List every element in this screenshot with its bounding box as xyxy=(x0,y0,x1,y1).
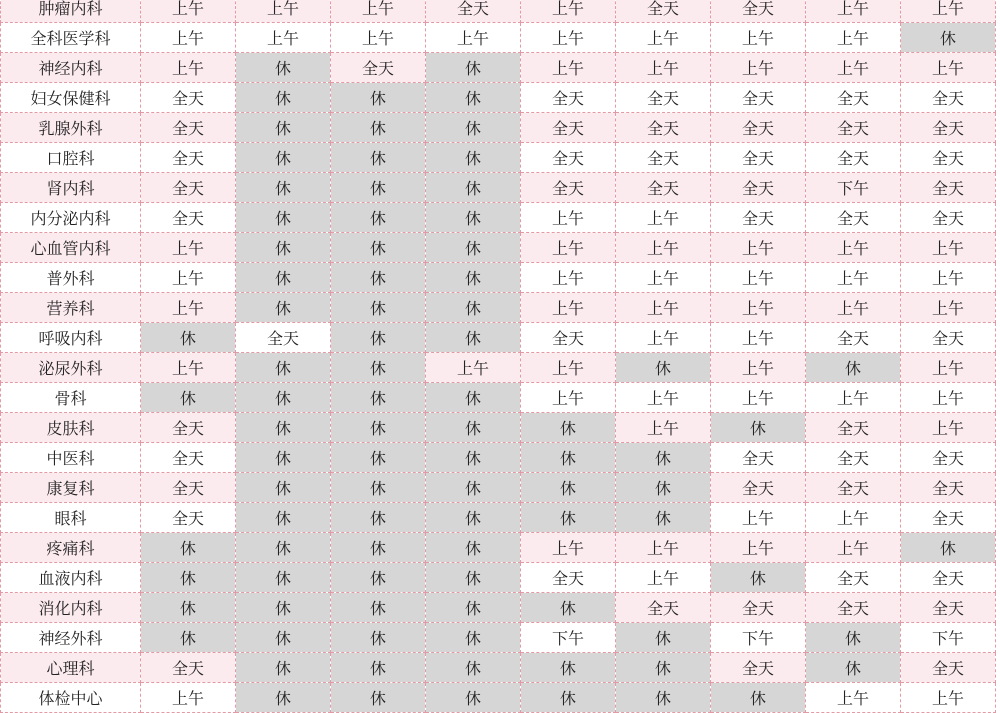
schedule-cell: 休 xyxy=(426,383,521,413)
schedule-cell: 休 xyxy=(236,173,331,203)
table-row xyxy=(1,563,996,593)
schedule-cell: 上午 xyxy=(141,263,236,293)
schedule-cell: 休 xyxy=(331,653,426,683)
department-name: 消化内科 xyxy=(1,593,141,623)
schedule-cell: 全天 xyxy=(806,323,901,353)
schedule-cell: 休 xyxy=(236,233,331,263)
schedule-cell: 上午 xyxy=(901,353,996,383)
schedule-cell: 休 xyxy=(331,533,426,563)
schedule-cell: 休 xyxy=(331,323,426,353)
schedule-cell: 上午 xyxy=(521,293,616,323)
schedule-cell: 全天 xyxy=(426,0,521,23)
schedule-cell: 休 xyxy=(616,473,711,503)
schedule-cell: 上午 xyxy=(616,23,711,53)
schedule-cell: 上午 xyxy=(141,233,236,263)
schedule-cell: 上午 xyxy=(806,503,901,533)
schedule-cell: 全天 xyxy=(711,593,806,623)
schedule-cell: 全天 xyxy=(711,473,806,503)
schedule-cell: 休 xyxy=(331,263,426,293)
schedule-cell: 上午 xyxy=(806,23,901,53)
schedule-cell: 休 xyxy=(236,443,331,473)
department-name: 妇女保健科 xyxy=(1,83,141,113)
schedule-cell: 休 xyxy=(806,353,901,383)
schedule-cell: 上午 xyxy=(521,53,616,83)
schedule-cell: 休 xyxy=(141,323,236,353)
schedule-cell: 休 xyxy=(236,413,331,443)
table-row xyxy=(1,443,996,473)
schedule-cell: 全天 xyxy=(806,443,901,473)
table-row xyxy=(1,503,996,533)
schedule-cell: 上午 xyxy=(806,0,901,23)
schedule-cell: 休 xyxy=(711,413,806,443)
schedule-cell: 休 xyxy=(236,143,331,173)
schedule-cell: 休 xyxy=(426,683,521,713)
schedule-cell: 休 xyxy=(521,413,616,443)
table-row xyxy=(1,23,996,53)
table-row xyxy=(1,233,996,263)
department-name: 呼吸内科 xyxy=(1,323,141,353)
department-name: 心理科 xyxy=(1,653,141,683)
schedule-cell: 全天 xyxy=(901,83,996,113)
schedule-cell: 休 xyxy=(236,293,331,323)
schedule-cell: 休 xyxy=(236,53,331,83)
schedule-cell: 上午 xyxy=(426,353,521,383)
schedule-cell: 休 xyxy=(331,293,426,323)
schedule-cell: 上午 xyxy=(141,353,236,383)
schedule-cell: 全天 xyxy=(711,113,806,143)
schedule-cell: 上午 xyxy=(806,53,901,83)
department-name: 体检中心 xyxy=(1,683,141,713)
schedule-cell: 全天 xyxy=(901,203,996,233)
schedule-cell: 上午 xyxy=(901,0,996,23)
table-row xyxy=(1,473,996,503)
schedule-cell: 上午 xyxy=(806,263,901,293)
department-name: 康复科 xyxy=(1,473,141,503)
schedule-cell: 休 xyxy=(426,653,521,683)
schedule-cell: 休 xyxy=(616,353,711,383)
table-row xyxy=(1,263,996,293)
schedule-cell: 全天 xyxy=(141,653,236,683)
schedule-cell: 休 xyxy=(331,83,426,113)
schedule-cell: 全天 xyxy=(711,143,806,173)
department-name: 肿瘤内科 xyxy=(1,0,141,23)
schedule-cell: 休 xyxy=(331,173,426,203)
schedule-cell: 休 xyxy=(141,383,236,413)
schedule-cell: 上午 xyxy=(521,23,616,53)
schedule-cell: 休 xyxy=(426,233,521,263)
schedule-cell: 全天 xyxy=(616,83,711,113)
schedule-cell: 全天 xyxy=(711,203,806,233)
schedule-cell: 休 xyxy=(426,413,521,443)
schedule-cell: 休 xyxy=(426,623,521,653)
schedule-cell: 上午 xyxy=(901,53,996,83)
schedule-cell: 休 xyxy=(236,683,331,713)
schedule-cell: 休 xyxy=(521,653,616,683)
schedule-cell: 休 xyxy=(236,203,331,233)
schedule-cell: 上午 xyxy=(141,683,236,713)
schedule-cell: 休 xyxy=(426,593,521,623)
schedule-cell: 全天 xyxy=(711,173,806,203)
schedule-cell: 上午 xyxy=(141,23,236,53)
schedule-cell: 休 xyxy=(426,173,521,203)
schedule-cell: 全天 xyxy=(806,593,901,623)
schedule-cell: 全天 xyxy=(806,473,901,503)
schedule-cell: 休 xyxy=(331,593,426,623)
schedule-cell: 全天 xyxy=(711,83,806,113)
schedule-cell: 全天 xyxy=(521,83,616,113)
schedule-cell: 全天 xyxy=(901,143,996,173)
schedule-cell: 休 xyxy=(901,23,996,53)
schedule-cell: 休 xyxy=(331,443,426,473)
schedule-cell: 上午 xyxy=(901,683,996,713)
table-row xyxy=(1,683,996,713)
department-name: 全科医学科 xyxy=(1,23,141,53)
schedule-cell: 全天 xyxy=(806,143,901,173)
schedule-cell: 休 xyxy=(426,503,521,533)
schedule-cell: 休 xyxy=(426,203,521,233)
schedule-cell: 上午 xyxy=(711,233,806,263)
schedule-body xyxy=(1,0,996,713)
schedule-cell: 全天 xyxy=(141,473,236,503)
schedule-cell: 全天 xyxy=(616,113,711,143)
schedule-cell: 休 xyxy=(141,533,236,563)
schedule-cell: 休 xyxy=(521,593,616,623)
department-name: 内分泌内科 xyxy=(1,203,141,233)
schedule-cell: 休 xyxy=(521,443,616,473)
schedule-cell: 上午 xyxy=(806,383,901,413)
schedule-cell: 休 xyxy=(331,683,426,713)
schedule-cell: 全天 xyxy=(616,0,711,23)
schedule-cell: 全天 xyxy=(141,203,236,233)
department-name: 营养科 xyxy=(1,293,141,323)
schedule-cell: 休 xyxy=(806,623,901,653)
schedule-cell: 上午 xyxy=(426,23,521,53)
schedule-cell: 上午 xyxy=(236,0,331,23)
department-name: 口腔科 xyxy=(1,143,141,173)
schedule-cell: 休 xyxy=(711,563,806,593)
schedule-cell: 上午 xyxy=(901,293,996,323)
department-name: 泌尿外科 xyxy=(1,353,141,383)
department-name: 血液内科 xyxy=(1,563,141,593)
schedule-cell: 上午 xyxy=(331,23,426,53)
table-row xyxy=(1,413,996,443)
schedule-cell: 上午 xyxy=(616,53,711,83)
schedule-cell: 全天 xyxy=(331,53,426,83)
schedule-cell: 全天 xyxy=(236,323,331,353)
schedule-cell: 休 xyxy=(426,563,521,593)
schedule-cell: 休 xyxy=(331,353,426,383)
schedule-cell: 全天 xyxy=(711,0,806,23)
schedule-cell: 休 xyxy=(426,83,521,113)
schedule-cell: 全天 xyxy=(806,413,901,443)
schedule-cell: 全天 xyxy=(141,503,236,533)
schedule-cell: 上午 xyxy=(616,203,711,233)
table-row xyxy=(1,83,996,113)
table-row xyxy=(1,143,996,173)
schedule-cell: 全天 xyxy=(711,443,806,473)
schedule-cell: 休 xyxy=(616,623,711,653)
schedule-cell: 全天 xyxy=(901,503,996,533)
schedule-cell: 休 xyxy=(331,413,426,443)
schedule-cell: 全天 xyxy=(901,653,996,683)
schedule-cell: 休 xyxy=(236,83,331,113)
schedule-cell: 休 xyxy=(616,503,711,533)
schedule-cell: 全天 xyxy=(806,563,901,593)
schedule-cell: 全天 xyxy=(901,563,996,593)
schedule-cell: 全天 xyxy=(521,173,616,203)
schedule-cell: 上午 xyxy=(711,353,806,383)
schedule-cell: 上午 xyxy=(711,293,806,323)
schedule-cell: 休 xyxy=(141,563,236,593)
schedule-cell: 上午 xyxy=(711,53,806,83)
schedule-cell: 休 xyxy=(426,263,521,293)
schedule-cell: 全天 xyxy=(616,143,711,173)
schedule-cell: 休 xyxy=(616,653,711,683)
schedule-cell: 上午 xyxy=(806,533,901,563)
schedule-cell: 下午 xyxy=(901,623,996,653)
table-row xyxy=(1,173,996,203)
schedule-cell: 上午 xyxy=(616,413,711,443)
schedule-cell: 全天 xyxy=(901,443,996,473)
schedule-cell: 休 xyxy=(331,143,426,173)
table-row xyxy=(1,293,996,323)
schedule-cell: 休 xyxy=(426,293,521,323)
schedule-cell: 全天 xyxy=(141,173,236,203)
schedule-cell: 全天 xyxy=(806,83,901,113)
schedule-cell: 全天 xyxy=(901,593,996,623)
schedule-cell: 休 xyxy=(331,383,426,413)
schedule-cell: 全天 xyxy=(141,113,236,143)
schedule-cell: 上午 xyxy=(521,383,616,413)
schedule-cell: 上午 xyxy=(521,0,616,23)
schedule-cell: 休 xyxy=(141,623,236,653)
department-name: 乳腺外科 xyxy=(1,113,141,143)
schedule-cell: 全天 xyxy=(141,413,236,443)
department-name: 普外科 xyxy=(1,263,141,293)
department-name: 肾内科 xyxy=(1,173,141,203)
schedule-cell: 上午 xyxy=(806,293,901,323)
schedule-cell: 上午 xyxy=(711,23,806,53)
department-name: 神经外科 xyxy=(1,623,141,653)
schedule-cell: 上午 xyxy=(521,203,616,233)
table-row xyxy=(1,53,996,83)
table-row xyxy=(1,323,996,353)
schedule-cell: 全天 xyxy=(616,593,711,623)
schedule-cell: 全天 xyxy=(901,173,996,203)
schedule-cell: 全天 xyxy=(521,323,616,353)
table-row xyxy=(1,623,996,653)
schedule-cell: 上午 xyxy=(521,263,616,293)
schedule-cell: 上午 xyxy=(521,353,616,383)
schedule-cell: 上午 xyxy=(901,233,996,263)
schedule-cell: 全天 xyxy=(901,323,996,353)
schedule-cell: 休 xyxy=(426,473,521,503)
schedule-cell: 上午 xyxy=(901,383,996,413)
department-name: 心血管内科 xyxy=(1,233,141,263)
schedule-cell: 休 xyxy=(236,113,331,143)
schedule-cell: 休 xyxy=(236,593,331,623)
schedule-cell: 休 xyxy=(426,323,521,353)
schedule-cell: 休 xyxy=(236,473,331,503)
schedule-cell: 休 xyxy=(331,233,426,263)
schedule-cell: 全天 xyxy=(616,173,711,203)
schedule-cell: 全天 xyxy=(711,653,806,683)
table-row xyxy=(1,593,996,623)
schedule-cell: 上午 xyxy=(711,503,806,533)
schedule-cell: 上午 xyxy=(616,563,711,593)
schedule-cell: 休 xyxy=(521,473,616,503)
schedule-cell: 全天 xyxy=(521,113,616,143)
schedule-cell: 上午 xyxy=(616,263,711,293)
schedule-cell: 下午 xyxy=(806,173,901,203)
schedule-cell: 全天 xyxy=(806,113,901,143)
schedule-cell: 上午 xyxy=(616,383,711,413)
schedule-cell: 上午 xyxy=(901,263,996,293)
schedule-cell: 全天 xyxy=(141,143,236,173)
table-row xyxy=(1,0,996,23)
schedule-cell: 上午 xyxy=(901,413,996,443)
table-row xyxy=(1,653,996,683)
schedule-cell: 休 xyxy=(236,263,331,293)
schedule-cell: 休 xyxy=(331,473,426,503)
department-name: 皮肤科 xyxy=(1,413,141,443)
schedule-cell: 上午 xyxy=(616,293,711,323)
schedule-cell: 下午 xyxy=(521,623,616,653)
department-name: 中医科 xyxy=(1,443,141,473)
schedule-cell: 休 xyxy=(141,593,236,623)
schedule-cell: 休 xyxy=(426,143,521,173)
schedule-cell: 全天 xyxy=(521,143,616,173)
schedule-cell: 全天 xyxy=(141,443,236,473)
schedule-cell: 全天 xyxy=(521,563,616,593)
schedule-cell: 上午 xyxy=(616,533,711,563)
schedule-cell: 全天 xyxy=(901,473,996,503)
schedule-cell: 下午 xyxy=(711,623,806,653)
table-row xyxy=(1,533,996,563)
schedule-cell: 休 xyxy=(426,533,521,563)
table-row xyxy=(1,383,996,413)
schedule-cell: 休 xyxy=(426,53,521,83)
schedule-cell: 休 xyxy=(331,203,426,233)
schedule-cell: 上午 xyxy=(711,263,806,293)
schedule-cell: 全天 xyxy=(901,113,996,143)
schedule-cell: 全天 xyxy=(141,83,236,113)
schedule-cell: 休 xyxy=(331,503,426,533)
table-row xyxy=(1,203,996,233)
department-name: 眼科 xyxy=(1,503,141,533)
table-row xyxy=(1,113,996,143)
schedule-cell: 上午 xyxy=(711,383,806,413)
schedule-cell: 上午 xyxy=(236,23,331,53)
table-row xyxy=(1,353,996,383)
schedule-cell: 休 xyxy=(521,683,616,713)
schedule-cell: 休 xyxy=(236,383,331,413)
schedule-cell: 休 xyxy=(901,533,996,563)
schedule-cell: 上午 xyxy=(521,233,616,263)
schedule-cell: 休 xyxy=(236,563,331,593)
schedule-cell: 上午 xyxy=(141,0,236,23)
schedule-cell: 上午 xyxy=(806,233,901,263)
schedule-cell: 上午 xyxy=(141,293,236,323)
schedule-cell: 上午 xyxy=(711,323,806,353)
schedule-cell: 休 xyxy=(236,503,331,533)
schedule-cell: 上午 xyxy=(806,683,901,713)
schedule-cell: 上午 xyxy=(331,0,426,23)
schedule-cell: 休 xyxy=(236,653,331,683)
schedule-cell: 全天 xyxy=(806,203,901,233)
schedule-cell: 休 xyxy=(711,683,806,713)
department-name: 骨科 xyxy=(1,383,141,413)
schedule-cell: 休 xyxy=(236,623,331,653)
schedule-cell: 休 xyxy=(331,623,426,653)
schedule-cell: 上午 xyxy=(521,533,616,563)
schedule-cell: 上午 xyxy=(616,323,711,353)
schedule-cell: 上午 xyxy=(141,53,236,83)
schedule-cell: 休 xyxy=(806,653,901,683)
schedule-cell: 休 xyxy=(616,443,711,473)
schedule-cell: 上午 xyxy=(616,233,711,263)
schedule-cell: 休 xyxy=(331,563,426,593)
department-name: 疼痛科 xyxy=(1,533,141,563)
schedule-cell: 休 xyxy=(521,503,616,533)
schedule-cell: 休 xyxy=(616,683,711,713)
schedule-cell: 休 xyxy=(236,533,331,563)
schedule-cell: 上午 xyxy=(711,533,806,563)
schedule-cell: 休 xyxy=(426,113,521,143)
schedule-cell: 休 xyxy=(236,353,331,383)
schedule-cell: 休 xyxy=(426,443,521,473)
department-name: 神经内科 xyxy=(1,53,141,83)
schedule-cell: 休 xyxy=(331,113,426,143)
